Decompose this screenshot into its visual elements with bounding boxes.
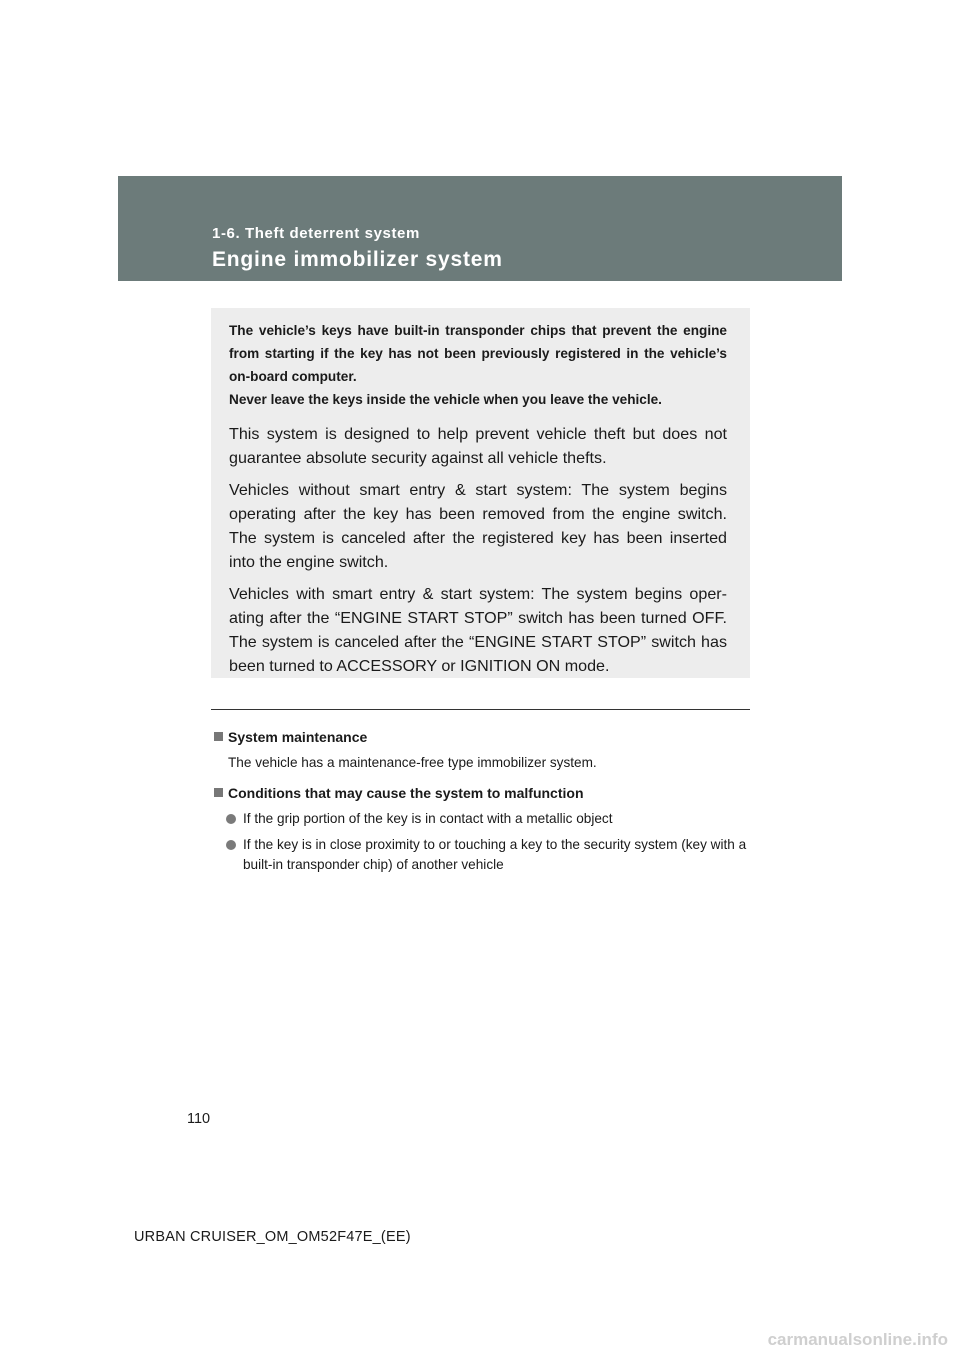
round-bullet-icon xyxy=(226,814,236,824)
section-divider xyxy=(211,709,750,710)
note-heading-label: Conditions that may cause the system to malfunction xyxy=(228,785,584,801)
intro-paragraph-2: Vehicles without smart entry & start system: The system begins operating after the key has been removed from the engine switch. The system is canceled after the registered key has been inserted into the engine switch. xyxy=(229,481,727,571)
list-item xyxy=(211,809,750,829)
square-bullet-icon xyxy=(214,788,223,797)
note-heading-maintenance xyxy=(211,727,750,747)
document-code: URBAN CRUISER_OM_OM52F47E_(EE) xyxy=(134,1229,411,1245)
section-label: 1-6. Theft deterrent system xyxy=(212,225,420,242)
note-text-maintenance: The vehicle has a maintenance-free type immobilizer system. xyxy=(228,755,597,770)
page-number: 110 xyxy=(187,1111,211,1127)
intro-bold-text: The vehicle’s keys have built-in transponder chips that prevent the engine from starting if the key has not been previously registered in the vehicle’s on-board computer. xyxy=(229,323,727,384)
list-item xyxy=(211,835,750,875)
square-bullet-icon xyxy=(214,732,223,741)
section-header xyxy=(118,176,842,281)
note-heading-label: System maintenance xyxy=(228,729,368,745)
list-item-text: If the key is in close proximity to or touching a key to the security system (key with a built-in transponder chip) of another vehicle xyxy=(243,837,747,872)
watermark-text: carmanualsonline.info xyxy=(767,1330,948,1349)
page-title: Engine immobilizer system xyxy=(212,248,503,271)
intro-warning-text: Never leave the keys inside the vehicle when you leave the vehicle. xyxy=(229,392,662,407)
notes-section xyxy=(211,727,750,875)
list-item-text: If the grip portion of the key is in contact with a metallic object xyxy=(243,811,613,826)
round-bullet-icon xyxy=(226,840,236,850)
note-heading-malfunction xyxy=(211,783,750,803)
intro-paragraph-3: Vehicles with smart entry & start system: The system begins oper-ating after the “ENGINE START STOP” switch has been turned OFF. The system is canceled after the “ENGINE START STOP” switch has been turned to ACCESSORY or IGNITION ON mode. xyxy=(229,585,727,675)
intro-paragraph-1: This system is designed to help prevent vehicle theft but does not guarantee absolute security against all vehicle thefts. xyxy=(229,425,727,467)
intro-box xyxy=(211,308,750,678)
